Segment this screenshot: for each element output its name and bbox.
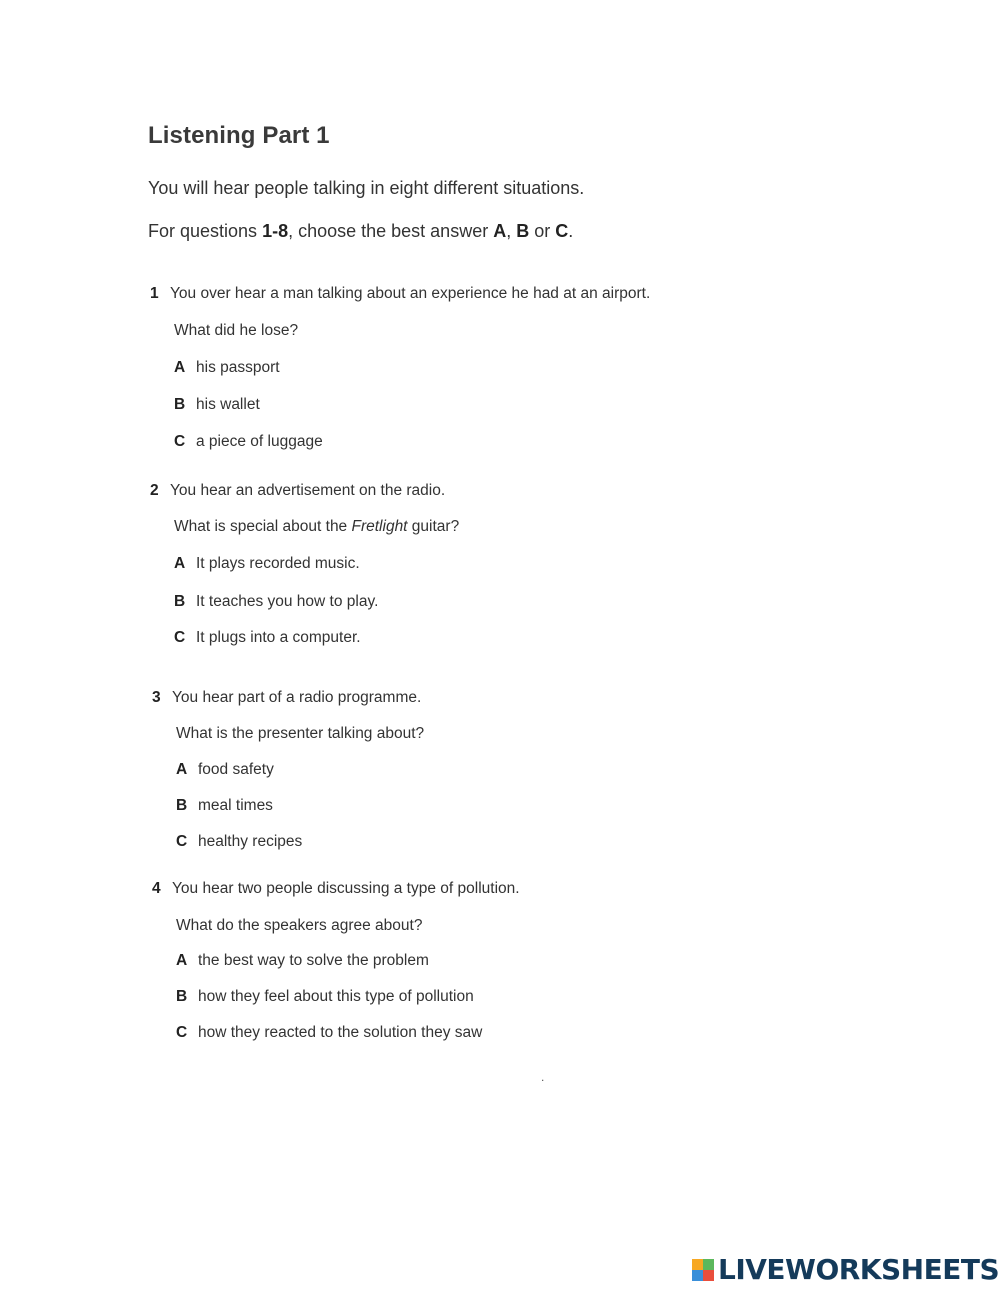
page-title: Listening Part 1 [148,122,330,149]
option-text: food safety [198,761,274,778]
question-prompt: What is special about the Fretlight guitar? [174,518,460,535]
option-text: how they feel about this type of pollution [198,988,474,1005]
option-text: how they reacted to the solution they saw [198,1024,483,1041]
question-number: 2 [150,482,159,499]
question-range: 1-8 [262,221,289,241]
option-b[interactable] [176,797,273,815]
option-letter: A [174,359,186,376]
option-letter: B [176,988,188,1005]
option-letter: C [174,433,186,450]
option-letter: A [174,555,186,572]
option-c[interactable] [174,433,323,451]
option-b[interactable] [174,396,260,414]
option-text: It teaches you how to play. [196,593,379,610]
option-text: It plugs into a computer. [196,629,361,646]
question-context: 3 You hear part of a radio programme. [152,689,422,706]
liveworksheets-logo-icon [692,1259,714,1281]
option-text: healthy recipes [198,833,303,850]
logo-text: LIVEWORKSHEETS [718,1253,1000,1286]
option-letter: C [176,1024,188,1041]
option-letter: A [176,761,188,778]
intro-line-2: For questions 1-8, choose the best answer A, B or C. [148,221,574,241]
question-number: 1 [150,285,159,302]
option-text: It plays recorded music. [196,555,360,572]
option-c[interactable] [176,1024,482,1042]
option-a[interactable] [176,761,274,779]
intro-line-1: You will hear people talking in eight different situations. [148,178,585,198]
question-context: 2 You hear an advertisement on the radio. [150,482,446,499]
question-prompt: What do the speakers agree about? [176,917,423,934]
option-b[interactable] [174,593,378,611]
option-letter: C [176,833,188,850]
liveworksheets-logo[interactable] [692,1254,999,1286]
option-text: a piece of luggage [196,433,323,450]
question-context: 1 You over hear a man talking about an experience he had at an airport. [150,285,651,302]
question-number: 4 [152,880,161,897]
option-text: his passport [196,359,280,376]
product-name: Fretlight [351,518,408,535]
option-letter: C [174,629,186,646]
question-number: 3 [152,689,161,706]
option-a[interactable] [174,555,360,573]
option-text: the best way to solve the problem [198,952,429,969]
question-prompt: What did he lose? [174,322,299,339]
option-a[interactable] [176,952,429,970]
option-letter: A [176,952,188,969]
option-letter: B [174,396,186,413]
option-b[interactable] [176,988,474,1006]
option-c[interactable] [174,629,361,647]
option-c[interactable] [176,833,302,851]
question-context: 4 You hear two people discussing a type of pollution. [152,880,520,897]
stray-mark: . [541,1070,545,1084]
option-letter: B [176,797,188,814]
option-text: his wallet [196,396,260,413]
question-prompt: What is the presenter talking about? [176,725,425,742]
option-text: meal times [198,797,273,814]
option-letter: B [174,593,186,610]
option-a[interactable] [174,359,280,377]
